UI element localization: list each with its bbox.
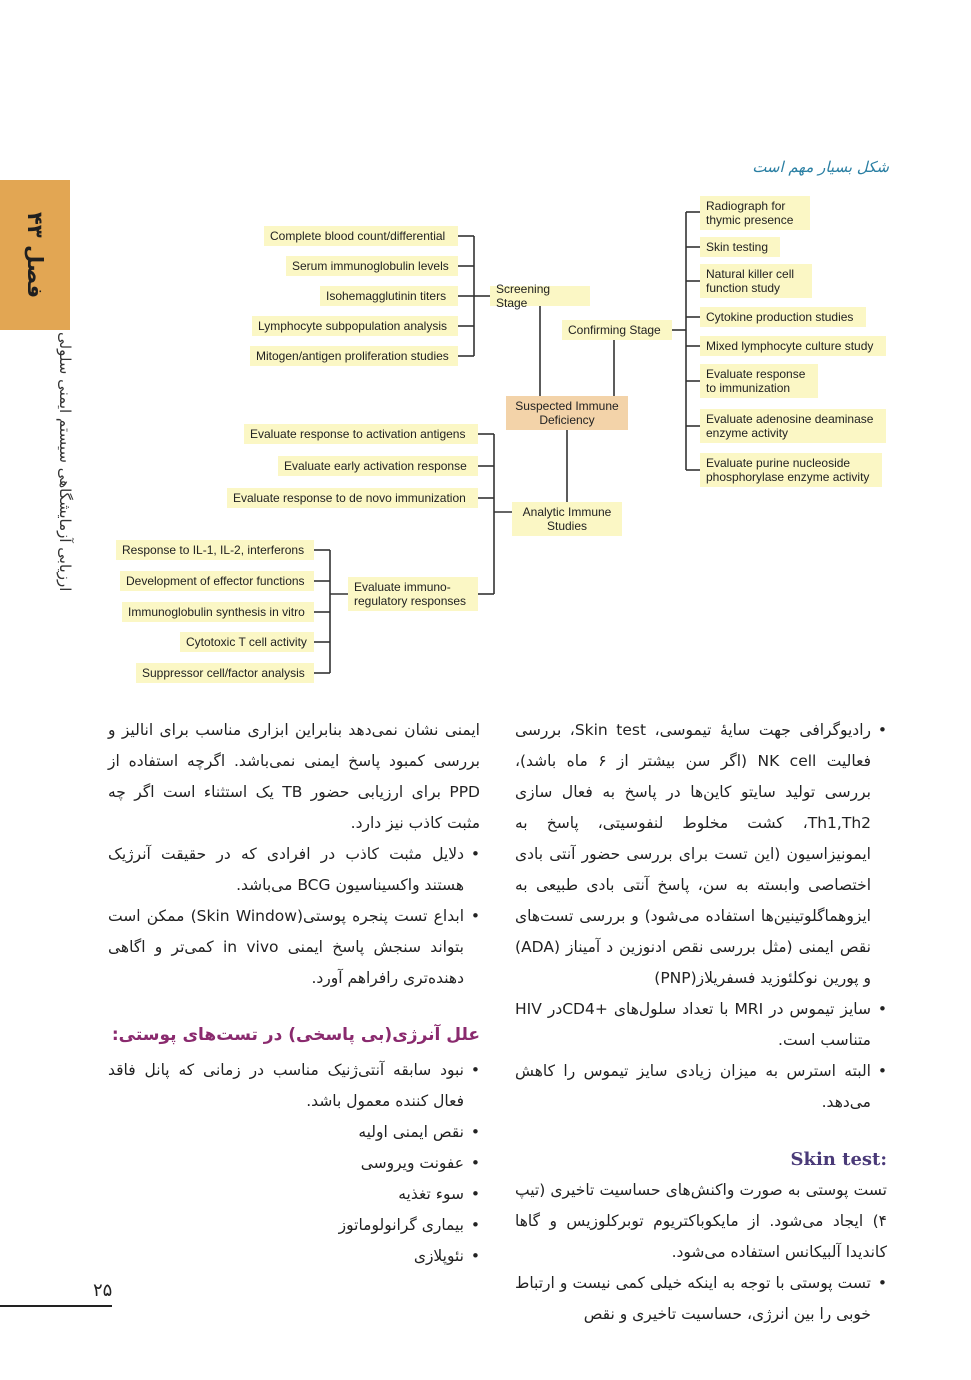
anergy-heading: علل آنرژی(بی پاسخی) در تست‌های پوستی:: [111, 1025, 480, 1045]
analytic-item: Evaluate early activation response: [278, 456, 478, 476]
bullet-item: • دلایل مثبت کاذب در افرادی که در حقیقت آنرژیک هستند واکسیناسیون BCG می‌باشد.: [108, 839, 480, 901]
regulatory-item: Suppressor cell/factor analysis: [136, 663, 314, 683]
regulatory-item: Development of effector functions: [120, 571, 314, 591]
analytic-item: Evaluate response to de novo immunization: [227, 488, 478, 508]
screening-item: Complete blood count/differential: [264, 226, 458, 246]
regulatory-item: Response to IL-1, IL-2, interferons: [116, 540, 314, 560]
screening-stage: Screening Stage: [490, 286, 590, 306]
confirming-item: Skin testing: [700, 237, 780, 257]
analytic-immune-studies: Analytic Immune Studies: [512, 502, 622, 536]
confirming-item: Evaluate response to immunization: [700, 364, 818, 398]
confirming-item: Natural killer cell function study: [700, 264, 812, 298]
analytic-item: Evaluate response to activation antigens: [244, 424, 478, 444]
confirming-item: Evaluate purine nucleoside phosphorylase enzyme activity: [700, 453, 882, 487]
suspected-immune-deficiency: Suspected Immune Deficiency: [506, 396, 628, 430]
confirming-item: Radiograph for thymic presence: [700, 196, 810, 230]
bullet-item: • ابداع تست پنجره پوستی(Skin Window) ممکن است بتواند سنجش پاسخ ایمنی in vivo کمی‌تر و اگاهی دهنده‌تری رافراهم آورد.: [108, 901, 480, 994]
confirming-item: Cytokine production studies: [700, 307, 866, 327]
continued-paragraph: ایمنی نشان نمی‌دهد بنابراین ابزاری مناسب برای انالیز و بررسی کمبود پاسخ ایمنی نمی‌باشد. اگرچه استفاده از PPD برای ارزیابی حضور TB یک استثناء است اگر چه مثبت کاذب نیز دارد.: [108, 721, 480, 832]
regulatory-item: Immunoglobulin synthesis in vitro: [122, 602, 314, 622]
figure-caption: شکل بسیار مهم است: [752, 158, 889, 176]
screening-item: Lymphocyte subpopulation analysis: [252, 316, 458, 336]
page-number-rule: [0, 1305, 112, 1307]
screening-item: Isohemagglutinin titers: [320, 286, 458, 306]
left-column: [108, 715, 480, 1272]
confirming-item: Mixed lymphocyte culture study: [700, 336, 886, 356]
anergy-item: • نبود سابقه آنتی‌ژنیک مناسب در زمانی که پانل فاقد فعال کننده معمول باشد.: [108, 1055, 480, 1117]
bullet-item: • رادیوگرافی جهت سایهٔ تیموسی، Skin test، بررسی فعالیت NK cell (اگر سن بیشتر از ۶ ماه باشد)، بررسی تولید سایتو کاین‌ها در پاسخ به فعال سازی Th1,Th2، کشت مخلوط لنفوسیتی، پاسخ به ایمونیزاسیون (این تست برای بررسی حضور آنتی بادی اختصاصی وابسته به سن، پاسخ آنتی بادی طبیعی به ایزوهماگلوتینین‌ها استفاده می‌شود) و بررسی تست‌های نقص ایمنی (مثل بررسی نقص ادنوزین د آمیناز (ADA) و پورین نوکلئوزید فسفریلاز(PNP): [515, 715, 887, 994]
bullet-item: • سایز تیموس در MRI با تعداد سلول‌های +CD4در HIV متناسب است.: [515, 994, 887, 1056]
skin-test-heading: Skin test:: [790, 1149, 887, 1170]
confirming-item: Evaluate adenosine deaminase enzyme activity: [700, 409, 886, 443]
anergy-item: • عفونت ویروسی: [108, 1148, 480, 1179]
anergy-item: • سوء تغذیه: [108, 1179, 480, 1210]
anergy-item: • بیماری گرانولوماتوز: [108, 1210, 480, 1241]
chapter-subtitle: ارزیابی آزمایشگاهی سیستم ایمنی سلولی: [56, 332, 74, 592]
chapter-tab-label: فصل ۴۳: [23, 211, 47, 299]
evaluate-immunoregulatory-responses: Evaluate immuno- regulatory responses: [348, 577, 478, 611]
skin-test-paragraph: تست پوستی به صورت واکنش‌های حساسیت تاخیری (تیپ ۴) ایجاد می‌شود. از مایکوباکتریوم توبرکلوزیس و گاها کاندیدا آلبیکانس استفاده می‌شود.: [515, 1181, 887, 1261]
anergy-item: • نئوپلازی: [108, 1241, 480, 1272]
right-column: [515, 715, 887, 1330]
page-number: ۲۵: [93, 1280, 113, 1301]
screening-item: Serum immunoglobulin levels: [286, 256, 458, 276]
regulatory-item: Cytotoxic T cell activity: [180, 632, 314, 652]
confirming-stage: Confirming Stage: [562, 320, 672, 340]
screening-item: Mitogen/antigen proliferation studies: [250, 346, 458, 366]
anergy-item: • نقص ایمنی اولیه: [108, 1117, 480, 1148]
bullet-item: • تست پوستی با توجه به اینکه خیلی کمی نیست و ارتباط خوبی را بین انرژی، حساسیت تاخیری و نقص: [515, 1268, 887, 1330]
bullet-item: • البته استرس به میزان زیادی سایز تیموس را کاهش می‌دهد.: [515, 1056, 887, 1118]
